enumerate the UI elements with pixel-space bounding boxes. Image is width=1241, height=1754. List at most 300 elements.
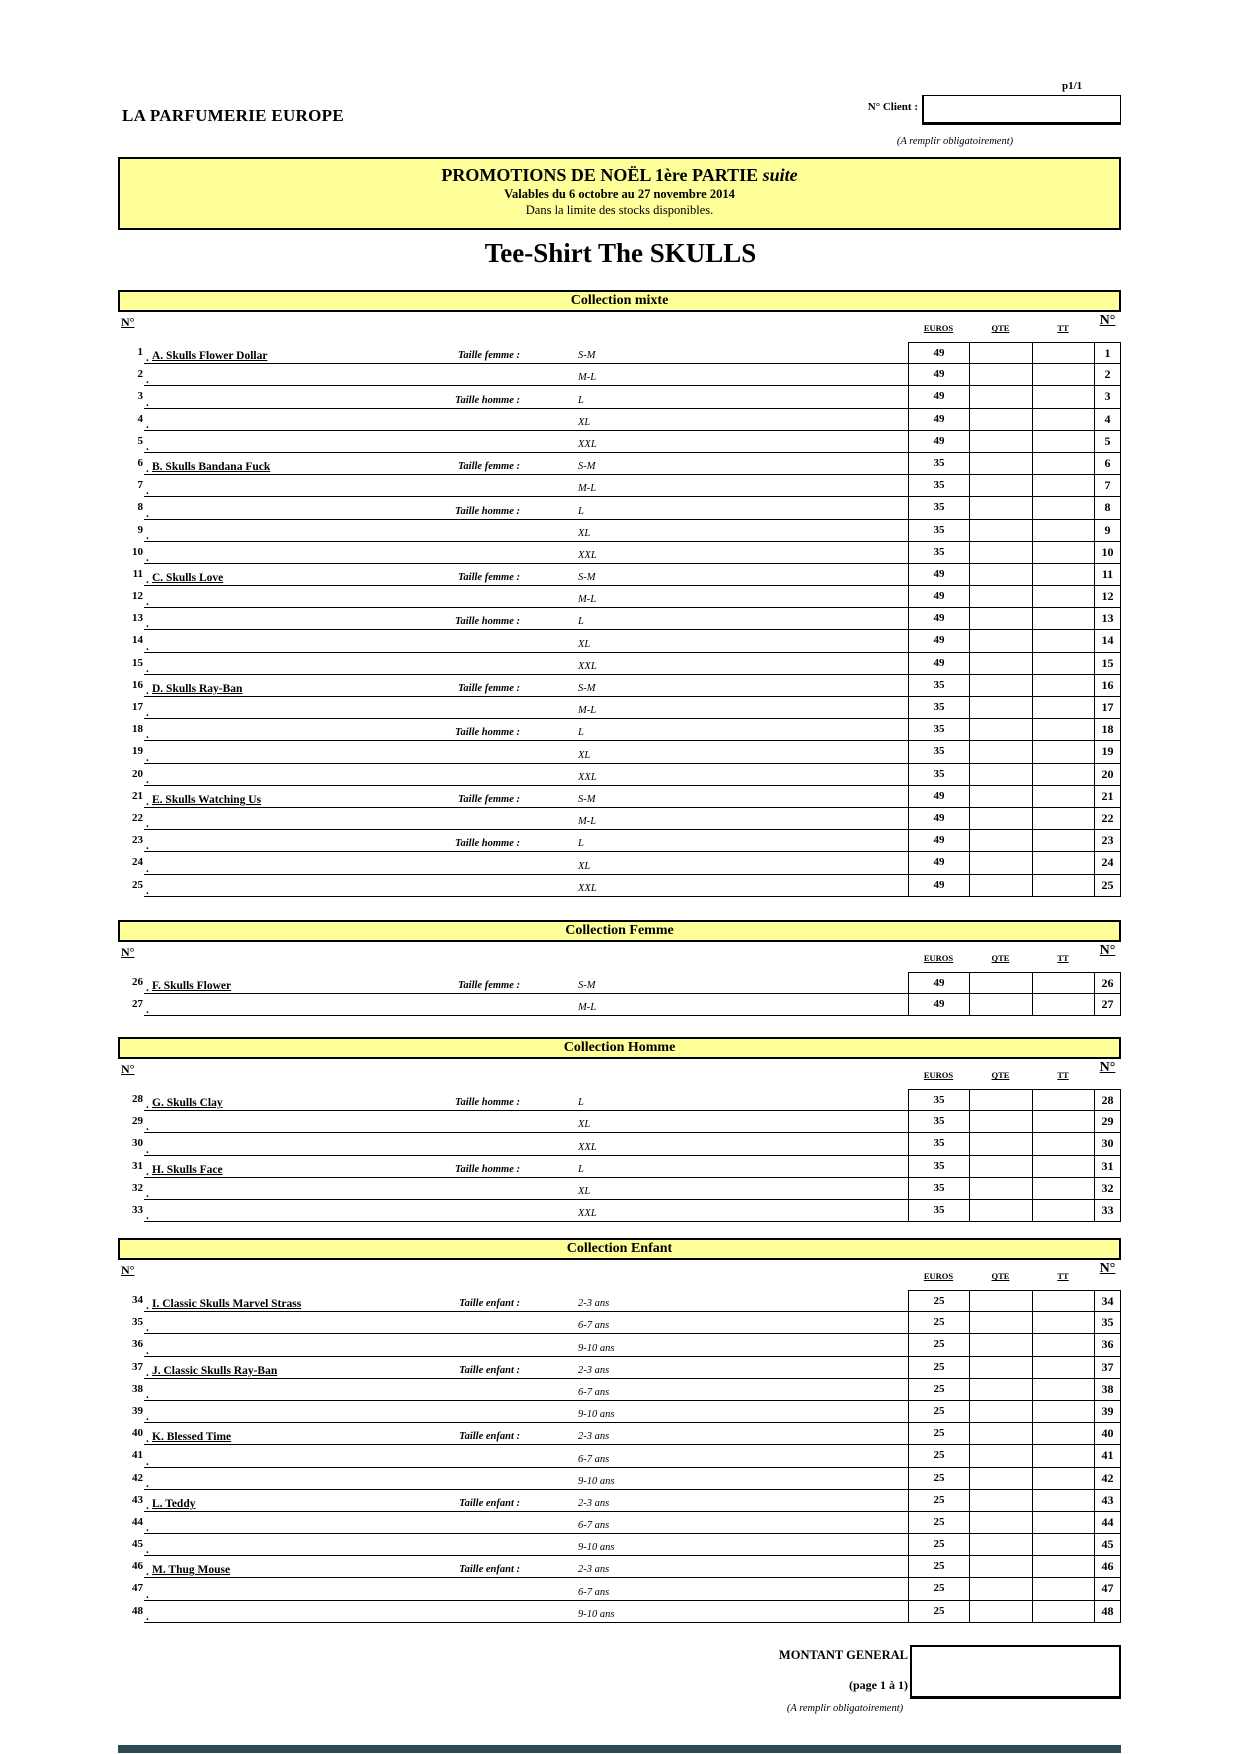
tt-input-cell[interactable] bbox=[1032, 1445, 1094, 1467]
size-value: L bbox=[578, 505, 584, 517]
row-dot: . bbox=[146, 1143, 149, 1156]
tt-input-cell[interactable] bbox=[1032, 1089, 1094, 1111]
qte-input-cell[interactable] bbox=[969, 697, 1032, 719]
qte-input-cell[interactable] bbox=[969, 630, 1032, 652]
table-row bbox=[118, 386, 1121, 408]
tt-input-cell[interactable] bbox=[1032, 1601, 1094, 1623]
size-value: 2-3 ans bbox=[578, 1497, 610, 1509]
row-number: 24 bbox=[132, 856, 143, 869]
size-value: XL bbox=[578, 749, 591, 761]
col-header-num-right: N° bbox=[1099, 943, 1116, 958]
row-dot: . bbox=[146, 884, 149, 897]
qte-input-cell[interactable] bbox=[969, 1357, 1032, 1379]
row-number-right: 30 bbox=[1094, 1133, 1121, 1155]
qte-input-cell[interactable] bbox=[969, 542, 1032, 564]
size-value: XL bbox=[578, 416, 591, 428]
tt-input-cell[interactable] bbox=[1032, 1379, 1094, 1401]
qte-input-cell[interactable] bbox=[969, 1512, 1032, 1534]
row-number-right: 2 bbox=[1094, 364, 1121, 386]
row-number: 18 bbox=[132, 723, 143, 736]
row-line bbox=[144, 1512, 908, 1534]
row-line bbox=[144, 875, 908, 897]
row-number-right: 31 bbox=[1094, 1156, 1121, 1178]
table-row bbox=[118, 497, 1121, 519]
tt-input-cell[interactable] bbox=[1032, 719, 1094, 741]
price-cell: 25 bbox=[908, 1512, 969, 1534]
table-row bbox=[118, 1089, 1121, 1111]
company-name: LA PARFUMERIE EUROPE bbox=[122, 106, 344, 125]
product-name: C. Skulls Love bbox=[152, 572, 224, 585]
price-cell: 35 bbox=[908, 697, 969, 719]
product-name: A. Skulls Flower Dollar bbox=[152, 350, 268, 363]
tt-input-cell[interactable] bbox=[1032, 1178, 1094, 1200]
tt-input-cell[interactable] bbox=[1032, 875, 1094, 897]
qte-input-cell[interactable] bbox=[969, 852, 1032, 874]
row-number-right: 23 bbox=[1094, 830, 1121, 852]
row-number: 7 bbox=[137, 479, 143, 492]
tt-input-cell[interactable] bbox=[1032, 1312, 1094, 1334]
footer-color-bar bbox=[118, 1745, 1121, 1753]
size-type-label: Taille femme : bbox=[457, 683, 520, 694]
qte-input-cell[interactable] bbox=[969, 1178, 1032, 1200]
tt-input-cell[interactable] bbox=[1032, 564, 1094, 586]
tt-input-cell[interactable] bbox=[1032, 1290, 1094, 1312]
row-dot: . bbox=[146, 1322, 149, 1335]
tt-input-cell[interactable] bbox=[1032, 364, 1094, 386]
qte-input-cell[interactable] bbox=[969, 409, 1032, 431]
qte-input-cell[interactable] bbox=[969, 994, 1032, 1016]
tt-input-cell[interactable] bbox=[1032, 542, 1094, 564]
table-row bbox=[118, 1379, 1121, 1401]
row-line bbox=[144, 972, 908, 994]
price-cell: 49 bbox=[908, 630, 969, 652]
row-number: 45 bbox=[132, 1538, 143, 1551]
tt-input-cell[interactable] bbox=[1032, 520, 1094, 542]
row-number-right: 5 bbox=[1094, 431, 1121, 453]
qte-input-cell[interactable] bbox=[969, 342, 1032, 364]
row-number: 12 bbox=[132, 590, 143, 603]
tt-input-cell[interactable] bbox=[1032, 697, 1094, 719]
qte-input-cell[interactable] bbox=[969, 1490, 1032, 1512]
tt-input-cell[interactable] bbox=[1032, 1357, 1094, 1379]
col-header-tt: TT bbox=[1057, 1271, 1069, 1281]
price-cell: 49 bbox=[908, 608, 969, 630]
tt-input-cell[interactable] bbox=[1032, 1156, 1094, 1178]
size-value: 9-10 ans bbox=[578, 1475, 615, 1487]
qte-input-cell[interactable] bbox=[969, 1556, 1032, 1578]
size-value: XXL bbox=[578, 882, 597, 894]
tt-input-cell[interactable] bbox=[1032, 994, 1094, 1016]
tt-input-cell[interactable] bbox=[1032, 586, 1094, 608]
row-dot: . bbox=[146, 729, 149, 742]
table-row bbox=[118, 1156, 1121, 1178]
column-headers bbox=[118, 1260, 1121, 1290]
product-name: I. Classic Skulls Marvel Strass bbox=[152, 1298, 302, 1311]
row-number-right: 37 bbox=[1094, 1357, 1121, 1379]
qte-input-cell[interactable] bbox=[969, 1111, 1032, 1133]
size-value: S-M bbox=[578, 350, 596, 362]
size-value: 2-3 ans bbox=[578, 1431, 610, 1443]
row-line bbox=[144, 1468, 908, 1490]
size-type-label: Taille femme : bbox=[457, 461, 520, 473]
table-row bbox=[118, 1200, 1121, 1222]
col-header-tt: TT bbox=[1057, 953, 1069, 963]
row-dot: . bbox=[146, 574, 149, 587]
qte-input-cell[interactable] bbox=[969, 808, 1032, 830]
tt-input-cell[interactable] bbox=[1032, 1468, 1094, 1490]
row-dot: . bbox=[146, 662, 149, 675]
table-row bbox=[118, 409, 1121, 431]
table-row bbox=[118, 1111, 1121, 1133]
size-value: L bbox=[578, 838, 584, 850]
row-number-right: 46 bbox=[1094, 1556, 1121, 1578]
row-dot: . bbox=[146, 1610, 149, 1623]
price-cell: 25 bbox=[908, 1556, 969, 1578]
row-dot: . bbox=[146, 1099, 149, 1112]
size-value: 6-7 ans bbox=[578, 1320, 610, 1332]
qte-input-cell[interactable] bbox=[969, 1312, 1032, 1334]
size-value: 6-7 ans bbox=[578, 1586, 610, 1598]
size-type-label: Taille homme : bbox=[455, 727, 520, 739]
row-number: 30 bbox=[132, 1137, 143, 1150]
qte-input-cell[interactable] bbox=[969, 586, 1032, 608]
row-number: 11 bbox=[132, 567, 143, 580]
qte-input-cell[interactable] bbox=[969, 608, 1032, 630]
tt-input-cell[interactable] bbox=[1032, 608, 1094, 630]
qte-input-cell[interactable] bbox=[969, 786, 1032, 808]
tt-input-cell[interactable] bbox=[1032, 764, 1094, 786]
product-name: H. Skulls Face bbox=[152, 1163, 223, 1176]
size-value: XXL bbox=[578, 549, 597, 561]
row-dot: . bbox=[146, 1588, 149, 1601]
tt-input-cell[interactable] bbox=[1032, 972, 1094, 994]
row-number-right: 13 bbox=[1094, 608, 1121, 630]
tt-input-cell[interactable] bbox=[1032, 1111, 1094, 1133]
size-value: M-L bbox=[578, 1002, 597, 1014]
tt-input-cell[interactable] bbox=[1032, 1578, 1094, 1600]
row-dot: . bbox=[146, 1433, 149, 1446]
table-row bbox=[118, 1312, 1121, 1334]
price-cell: 35 bbox=[908, 1200, 969, 1222]
size-value: M-L bbox=[578, 372, 597, 384]
promo-stock-note: Dans la limite des stocks disponibles. bbox=[525, 203, 714, 217]
section-title-bar: Collection mixte bbox=[118, 290, 1121, 312]
tt-input-cell[interactable] bbox=[1032, 386, 1094, 408]
size-value: S-M bbox=[578, 980, 596, 992]
table-row bbox=[118, 1556, 1121, 1578]
row-line bbox=[144, 1200, 908, 1222]
size-value: XL bbox=[578, 527, 591, 539]
section-title-bar: Collection Homme bbox=[118, 1037, 1121, 1059]
row-dot: . bbox=[146, 1300, 149, 1313]
qte-input-cell[interactable] bbox=[969, 1445, 1032, 1467]
grand-total-input[interactable] bbox=[910, 1645, 1121, 1699]
row-number: 48 bbox=[132, 1604, 143, 1617]
row-line bbox=[144, 719, 908, 741]
price-cell: 49 bbox=[908, 409, 969, 431]
row-dot: . bbox=[146, 1411, 149, 1424]
qte-input-cell[interactable] bbox=[969, 653, 1032, 675]
row-dot: . bbox=[146, 374, 149, 387]
size-type-label: Taille homme : bbox=[455, 394, 520, 406]
promo-title: PROMOTIONS DE NOËL 1ère PARTIE suite bbox=[441, 165, 798, 185]
size-value: XXL bbox=[578, 1141, 597, 1153]
tt-input-cell[interactable] bbox=[1032, 653, 1094, 675]
size-value: XL bbox=[578, 1185, 591, 1197]
product-name: D. Skulls Ray-Ban bbox=[152, 683, 243, 695]
row-number-right: 29 bbox=[1094, 1111, 1121, 1133]
tt-input-cell[interactable] bbox=[1032, 1512, 1094, 1534]
row-line bbox=[144, 764, 908, 786]
row-line bbox=[144, 675, 908, 697]
grand-total-label: MONTANT GENERAL bbox=[778, 1648, 908, 1662]
price-cell: 35 bbox=[908, 453, 969, 475]
table-row bbox=[118, 1512, 1121, 1534]
table-row bbox=[118, 786, 1121, 808]
row-line bbox=[144, 1312, 908, 1334]
size-value: S-M bbox=[578, 683, 596, 694]
row-line bbox=[144, 1111, 908, 1133]
size-value: 9-10 ans bbox=[578, 1608, 615, 1620]
row-dot: . bbox=[146, 773, 149, 786]
price-cell: 49 bbox=[908, 431, 969, 453]
mandatory-note-top: (A remplir obligatoirement) bbox=[896, 136, 1014, 147]
row-number-right: 6 bbox=[1094, 453, 1121, 475]
row-number: 34 bbox=[132, 1294, 143, 1306]
table-row bbox=[118, 586, 1121, 608]
price-cell: 49 bbox=[908, 994, 969, 1016]
row-dot: . bbox=[146, 1366, 149, 1379]
tt-input-cell[interactable] bbox=[1032, 431, 1094, 453]
tt-input-cell[interactable] bbox=[1032, 852, 1094, 874]
row-line bbox=[144, 520, 908, 542]
row-dot: . bbox=[146, 529, 149, 542]
size-value: S-M bbox=[578, 572, 596, 584]
qte-input-cell[interactable] bbox=[969, 1290, 1032, 1312]
tt-input-cell[interactable] bbox=[1032, 1334, 1094, 1356]
table-row bbox=[118, 808, 1121, 830]
col-header-qte: QTE bbox=[991, 953, 1010, 963]
col-header-euros: EUROS bbox=[923, 1070, 954, 1080]
row-number-right: 34 bbox=[1094, 1290, 1121, 1312]
qte-input-cell[interactable] bbox=[969, 675, 1032, 697]
qte-input-cell[interactable] bbox=[969, 1133, 1032, 1155]
qte-input-cell[interactable] bbox=[969, 1200, 1032, 1222]
column-headers bbox=[118, 1059, 1121, 1089]
row-number: 37 bbox=[132, 1360, 143, 1373]
row-number-right: 39 bbox=[1094, 1401, 1121, 1423]
qte-input-cell[interactable] bbox=[969, 564, 1032, 586]
qte-input-cell[interactable] bbox=[969, 1468, 1032, 1490]
size-value: M-L bbox=[578, 816, 597, 828]
price-cell: 35 bbox=[908, 741, 969, 763]
promo-validity: Valables du 6 octobre au 27 novembre 2014 bbox=[504, 187, 735, 201]
product-name: F. Skulls Flower bbox=[152, 980, 232, 993]
table-row bbox=[118, 741, 1121, 763]
row-number: 22 bbox=[132, 811, 143, 824]
section-collection-mixte bbox=[118, 290, 1121, 897]
table-row bbox=[118, 994, 1121, 1016]
tt-input-cell[interactable] bbox=[1032, 1490, 1094, 1512]
tt-input-cell[interactable] bbox=[1032, 630, 1094, 652]
size-value: 9-10 ans bbox=[578, 1342, 615, 1354]
row-dot: . bbox=[146, 352, 149, 365]
qte-input-cell[interactable] bbox=[969, 364, 1032, 386]
qte-input-cell[interactable] bbox=[969, 1601, 1032, 1623]
row-number-right: 3 bbox=[1094, 386, 1121, 408]
col-header-euros: EUROS bbox=[923, 1271, 954, 1281]
qte-input-cell[interactable] bbox=[969, 431, 1032, 453]
size-type-label: Taille enfant : bbox=[459, 1564, 520, 1576]
row-number-right: 11 bbox=[1094, 564, 1121, 586]
row-dot: . bbox=[146, 418, 149, 431]
column-headers bbox=[118, 942, 1121, 972]
pages-range-label: (page 1 à 1) bbox=[849, 1678, 908, 1692]
qte-input-cell[interactable] bbox=[969, 1423, 1032, 1445]
table-row bbox=[118, 475, 1121, 497]
col-header-qte: QTE bbox=[991, 323, 1010, 333]
price-cell: 25 bbox=[908, 1445, 969, 1467]
row-number: 20 bbox=[132, 767, 143, 780]
qte-input-cell[interactable] bbox=[969, 1401, 1032, 1423]
table-row bbox=[118, 1468, 1121, 1490]
tt-input-cell[interactable] bbox=[1032, 342, 1094, 364]
size-value: 9-10 ans bbox=[578, 1409, 615, 1421]
row-dot: . bbox=[146, 795, 149, 808]
row-line bbox=[144, 453, 908, 475]
tt-input-cell[interactable] bbox=[1032, 1423, 1094, 1445]
qte-input-cell[interactable] bbox=[969, 453, 1032, 475]
row-number-right: 44 bbox=[1094, 1512, 1121, 1534]
qte-input-cell[interactable] bbox=[969, 520, 1032, 542]
row-number: 3 bbox=[137, 390, 143, 403]
row-number-right: 1 bbox=[1094, 342, 1121, 364]
row-number-right: 21 bbox=[1094, 786, 1121, 808]
size-value: L bbox=[578, 727, 584, 739]
table-row bbox=[118, 1401, 1121, 1423]
row-number: 14 bbox=[132, 634, 143, 647]
qte-input-cell[interactable] bbox=[969, 1089, 1032, 1111]
row-dot: . bbox=[146, 1522, 149, 1535]
row-number-right: 12 bbox=[1094, 586, 1121, 608]
row-dot: . bbox=[146, 1477, 149, 1490]
qte-input-cell[interactable] bbox=[969, 1534, 1032, 1556]
size-value: XL bbox=[578, 638, 591, 650]
qte-input-cell[interactable] bbox=[969, 475, 1032, 497]
col-header-tt: TT bbox=[1057, 323, 1069, 333]
section-collection-homme bbox=[118, 1037, 1121, 1222]
row-dot: . bbox=[146, 818, 149, 831]
tt-input-cell[interactable] bbox=[1032, 1401, 1094, 1423]
row-dot: . bbox=[146, 1499, 149, 1512]
qte-input-cell[interactable] bbox=[969, 741, 1032, 763]
tt-input-cell[interactable] bbox=[1032, 1534, 1094, 1556]
product-name: G. Skulls Clay bbox=[152, 1097, 223, 1110]
row-dot: . bbox=[146, 507, 149, 520]
row-line bbox=[144, 386, 908, 408]
qte-input-cell[interactable] bbox=[969, 875, 1032, 897]
price-cell: 49 bbox=[908, 653, 969, 675]
row-number: 42 bbox=[132, 1471, 143, 1484]
row-number: 28 bbox=[132, 1093, 143, 1105]
size-value: 2-3 ans bbox=[578, 1364, 610, 1376]
row-number: 25 bbox=[132, 878, 143, 891]
tt-input-cell[interactable] bbox=[1032, 808, 1094, 830]
qte-input-cell[interactable] bbox=[969, 830, 1032, 852]
tt-input-cell[interactable] bbox=[1032, 497, 1094, 519]
price-cell: 35 bbox=[908, 1156, 969, 1178]
row-dot: . bbox=[146, 862, 149, 875]
client-number-input[interactable] bbox=[922, 95, 1121, 125]
tt-input-cell[interactable] bbox=[1032, 1133, 1094, 1155]
price-cell: 25 bbox=[908, 1490, 969, 1512]
tt-input-cell[interactable] bbox=[1032, 475, 1094, 497]
qte-input-cell[interactable] bbox=[969, 497, 1032, 519]
row-line bbox=[144, 1601, 908, 1623]
row-number-right: 27 bbox=[1094, 994, 1121, 1016]
row-number-right: 16 bbox=[1094, 675, 1121, 697]
size-type-label: Taille homme : bbox=[455, 1163, 520, 1175]
qte-input-cell[interactable] bbox=[969, 972, 1032, 994]
row-number: 27 bbox=[132, 998, 143, 1011]
tt-input-cell[interactable] bbox=[1032, 1200, 1094, 1222]
row-line bbox=[144, 342, 908, 364]
tt-input-cell[interactable] bbox=[1032, 786, 1094, 808]
qte-input-cell[interactable] bbox=[969, 386, 1032, 408]
table-row bbox=[118, 1357, 1121, 1379]
tt-input-cell[interactable] bbox=[1032, 741, 1094, 763]
row-dot: . bbox=[146, 1004, 149, 1017]
tt-input-cell[interactable] bbox=[1032, 409, 1094, 431]
product-name: E. Skulls Watching Us bbox=[152, 793, 262, 806]
client-number-label: N° Client : bbox=[867, 101, 918, 113]
qte-input-cell[interactable] bbox=[969, 1156, 1032, 1178]
row-dot: . bbox=[146, 1210, 149, 1223]
qte-input-cell[interactable] bbox=[969, 764, 1032, 786]
qte-input-cell[interactable] bbox=[969, 1578, 1032, 1600]
tt-input-cell[interactable] bbox=[1032, 1556, 1094, 1578]
tt-input-cell[interactable] bbox=[1032, 830, 1094, 852]
row-number: 6 bbox=[137, 456, 143, 469]
price-cell: 25 bbox=[908, 1312, 969, 1334]
qte-input-cell[interactable] bbox=[969, 1334, 1032, 1356]
tt-input-cell[interactable] bbox=[1032, 453, 1094, 475]
price-cell: 35 bbox=[908, 1089, 969, 1111]
qte-input-cell[interactable] bbox=[969, 719, 1032, 741]
row-line bbox=[144, 830, 908, 852]
col-header-euros: EUROS bbox=[923, 953, 954, 963]
col-header-tt: TT bbox=[1057, 1070, 1069, 1080]
row-line bbox=[144, 1379, 908, 1401]
col-header-qte: QTE bbox=[991, 1271, 1010, 1281]
price-cell: 49 bbox=[908, 875, 969, 897]
price-cell: 35 bbox=[908, 475, 969, 497]
price-cell: 35 bbox=[908, 542, 969, 564]
row-line bbox=[144, 1156, 908, 1178]
row-number: 29 bbox=[132, 1115, 143, 1128]
row-number: 46 bbox=[132, 1560, 143, 1573]
col-header-num-left: N° bbox=[121, 315, 135, 329]
row-line bbox=[144, 475, 908, 497]
size-value: S-M bbox=[578, 793, 596, 805]
row-line bbox=[144, 1556, 908, 1578]
qte-input-cell[interactable] bbox=[969, 1379, 1032, 1401]
tt-input-cell[interactable] bbox=[1032, 675, 1094, 697]
price-cell: 25 bbox=[908, 1334, 969, 1356]
size-value: L bbox=[578, 1163, 584, 1175]
row-number: 15 bbox=[132, 656, 143, 669]
row-number-right: 7 bbox=[1094, 475, 1121, 497]
